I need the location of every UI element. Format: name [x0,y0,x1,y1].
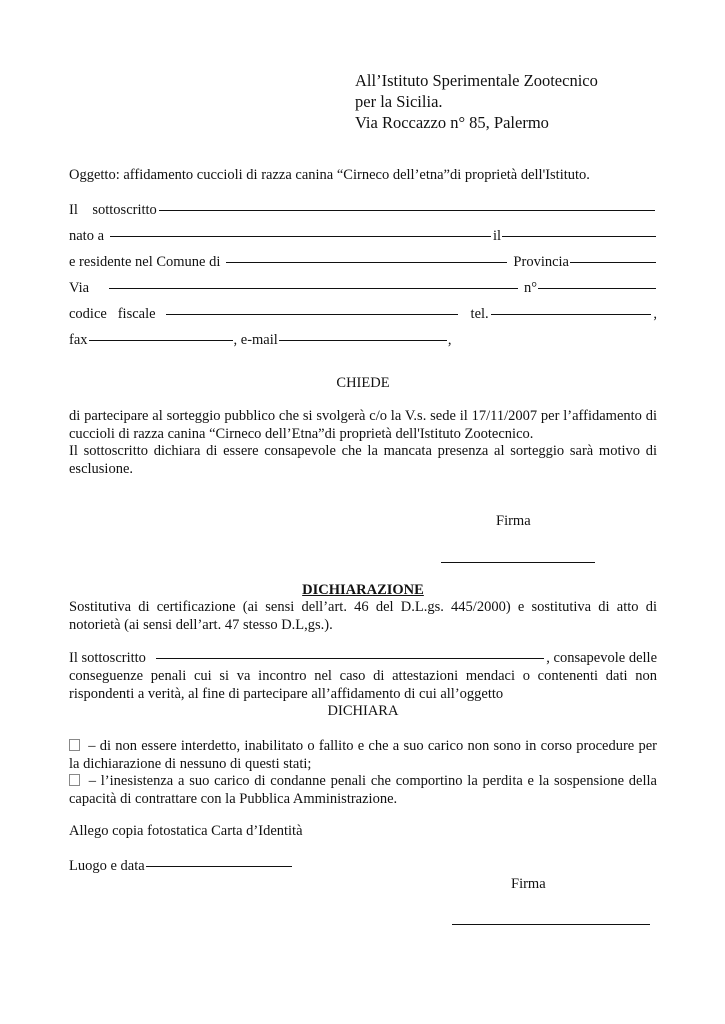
email-label: , e-mail [233,332,278,348]
dich-sottoscritto-label: Il sottoscritto [69,650,146,666]
tel-label: tel. [470,306,489,322]
subject-line: Oggetto: affidamento cuccioli di razza canina “Cirneco dell’etna”di proprietà dell'Istituto. [69,167,590,183]
luogo-label: Luogo e data [69,858,145,874]
luogo-data-field[interactable] [146,866,292,867]
recipient-line-2: per la Sicilia. [355,92,443,111]
residente-label: e residente nel Comune di [69,254,221,270]
consapevole-text: , consapevole delle [546,650,657,666]
dichiarazione-subtitle: Sostitutiva di certificazione (ai sensi dell’art. 46 del D.L.gs. 445/2000) e sostitutiva di atto di notorietà (ai sensi dell’art. 47 stesso D.L,gs.). [69,599,657,633]
codice-fiscale-label: codice fiscale [69,306,156,322]
dichiara-heading: DICHIARA [327,703,399,719]
row-sottoscritto [69,202,657,220]
email-comma: , [447,332,452,348]
firma-label-1: Firma [496,513,531,529]
numero-field[interactable] [538,288,656,289]
row-luogo-data [69,858,293,876]
tel-field[interactable] [491,314,652,315]
row-via [69,280,657,298]
option-2-text: – l’inesistenza a suo carico di condanne penali che comportino la perdita e la sospensione della capacità di contrattare con la Pubblica Amministrazione. [69,773,657,807]
provincia-label: Provincia [513,254,569,270]
row-codice-fiscale [69,306,657,324]
chiede-heading: CHIEDE [336,375,390,391]
row-residenza [69,254,657,272]
recipient-line-3: Via Roccazzo n° 85, Palermo [355,113,549,132]
via-field[interactable] [109,288,518,289]
option-1-checkbox[interactable] [69,739,80,751]
fax-field[interactable] [89,340,233,341]
comune-field[interactable] [226,262,507,263]
allego-line: Allego copia fotostatica Carta d’Identità [69,823,303,839]
email-field[interactable] [279,340,447,341]
firma-signature-line-2[interactable] [452,924,650,925]
option-1 [69,738,657,773]
chiede-body [69,408,657,478]
numero-label: n° [523,280,537,296]
sottoscritto-field[interactable] [159,210,655,211]
row-nascita [69,228,657,246]
provincia-field[interactable] [570,262,656,263]
chiede-paragraph-1: di partecipare al sorteggio pubblico che si svolgerà c/o la V.s. sede il 17/11/2007 per l’affidamento di cuccioli di razza canina “Cirneco dell’Etna”di proprietà dell'Istituto Zootecnico. [69,408,657,442]
dich-sottoscritto-field[interactable] [156,658,544,659]
chiede-paragraph-2: Il sottoscritto dichiara di essere consapevole che la mancata presenza al sorteggio sarà motivo di esclusione. [69,443,657,477]
tel-comma: , [653,306,657,322]
dichiara-options [69,738,657,808]
dichiarazione-paragraph: conseguenze penali cui si va incontro nel caso di attestazioni mendaci o contenenti dati non rispondenti a verità, al fine di partecipare all’affidamento di cui all’oggetto [69,668,657,702]
recipient-address [355,70,598,133]
via-label: Via [69,280,90,296]
luogo-nascita-field[interactable] [110,236,491,237]
fax-label: fax [69,332,88,348]
data-nascita-field[interactable] [502,236,656,237]
option-2 [69,773,657,808]
firma-signature-line-1[interactable] [441,562,595,563]
option-2-checkbox[interactable] [69,774,80,786]
sottoscritto-label: Il sottoscritto [69,202,157,218]
row-dich-sottoscritto [69,650,657,668]
option-1-text: – di non essere interdetto, inabilitato o fallito e che a suo carico non sono in corso procedure per la dichiarazione di nessuno di questi stati; [69,738,657,772]
firma-label-2: Firma [511,876,546,892]
row-fax-email [69,332,451,350]
il-label: il [492,228,501,244]
dichiarazione-heading: DICHIARAZIONE [302,582,424,598]
recipient-line-1: All’Istituto Sperimentale Zootecnico [355,71,598,90]
nato-label: nato a [69,228,105,244]
codice-fiscale-field[interactable] [166,314,458,315]
